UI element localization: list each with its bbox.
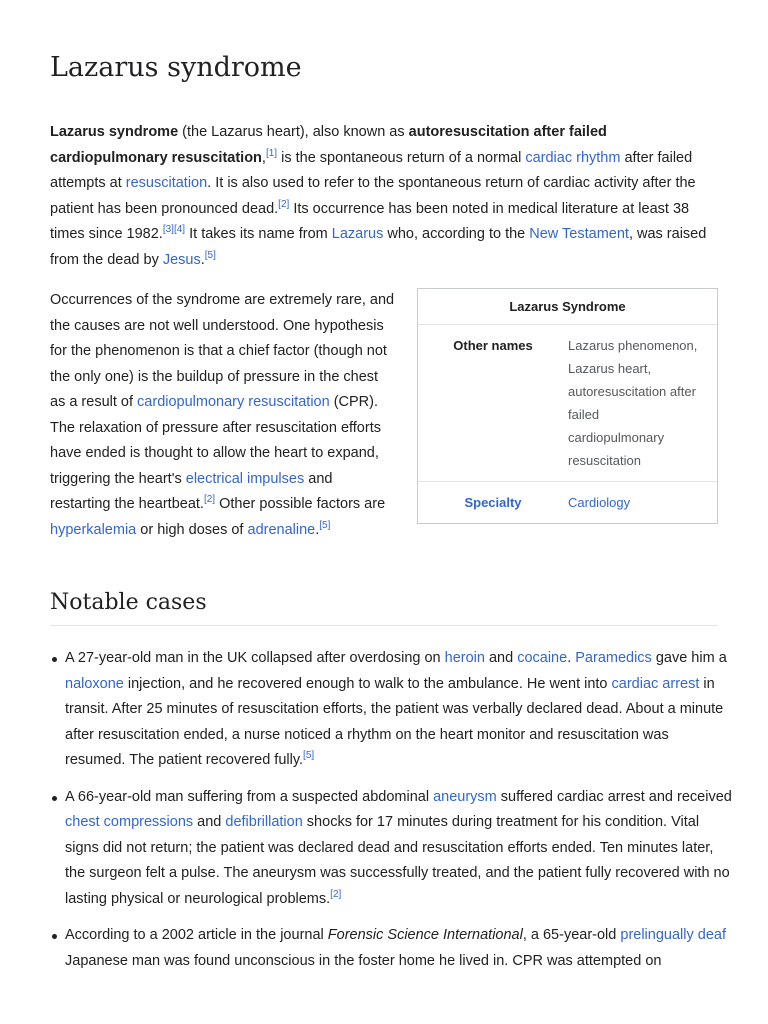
- citation-2[interactable]: [2]: [330, 888, 342, 900]
- link-adrenaline[interactable]: adrenaline: [247, 521, 316, 538]
- link-cardiac-arrest[interactable]: cardiac arrest: [611, 675, 700, 692]
- intro-paragraph: Lazarus syndrome (the Lazarus heart), also known as autoresuscitation after failed cardiopulmonary resuscitation,[1] is the spontaneous return of a normal cardiac rhythm after failed attempts at resuscitation. It is also used to refer to the spontaneous return of cardiac activity after the patient has been pronounced dead.[2] Its occurrence has been noted in medical literature at least 38 times since 1982.[3][4] It takes its name from Lazarus who, according to the New Testament, was raised from the dead by Jesus.[5]: [50, 124, 707, 268]
- link-cpr[interactable]: cardiopulmonary resuscitation: [137, 394, 330, 410]
- infobox-label-specialty[interactable]: Specialty: [464, 495, 522, 510]
- citation-5[interactable]: [5]: [303, 750, 315, 762]
- link-lazarus[interactable]: Lazarus: [331, 226, 384, 242]
- link-chest-compressions[interactable]: chest compressions: [65, 814, 194, 830]
- citation-2[interactable]: [2]: [203, 494, 216, 506]
- causes-paragraph: Occurrences of the syndrome are extremely rare, and the causes are not well understood. One hypothesis for the phenomenon is that a chief factor (though not the only one) is the buildup of pressure in the chest as a result of cardiopulmonary resuscitation (CPR). The relaxation of pressure after resuscitation efforts have ended is thought to allow the heart to expand, triggering the heart's electrical impulses and restarting the heartbeat.[2] Other possible factors are hyperkalemia or high doses of adrenaline.[5]: [50, 292, 395, 538]
- infobox-label-other-names: Other names: [453, 338, 533, 353]
- list-item: A 27-year-old man in the UK collapsed after overdosing on heroin and cocaine. Paramedics gave him a naloxone injection, and he recovered enough to walk to the ambulance. He went into cardiac arrest in transit. After 25 minutes of resuscitation efforts, the patient was verbally declared dead. About a minute after resuscitation ended, a nurse noticed a rhythm on the heart monitor and resuscitation was resumed. The patient recovered fully.[5]: [65, 646, 733, 774]
- link-cardiology[interactable]: Cardiology: [568, 495, 631, 510]
- link-jesus[interactable]: Jesus: [162, 251, 201, 268]
- list-item: A 66-year-old man suffering from a suspected abdominal aneurysm suffered cardiac arrest and received chest compressions and defibrillation shocks for 17 minutes during treatment for his condition. Vital signs did not return; the patient was declared dead and resuscitation efforts ended. Ten minutes later, the surgeon felt a pulse. The aneurysm was successfully treated, and the patient fully recovered with no lasting physical or neurological problems.[2]: [65, 785, 733, 913]
- link-paramedics[interactable]: Paramedics: [575, 650, 652, 666]
- citation-5[interactable]: [5]: [319, 519, 331, 531]
- list-item: According to a 2002 article in the journal Forensic Science International, a 65-year-old prelingually deaf Japanese man was found unconscious in the foster home he lived in. CPR was attempted on: [65, 923, 733, 974]
- link-electrical-impulses[interactable]: electrical impulses: [185, 470, 305, 487]
- citation-3[interactable]: [3]: [162, 224, 174, 236]
- notable-cases-list: [50, 646, 733, 985]
- infobox-row-specialty: [418, 481, 717, 523]
- link-aneurysm[interactable]: aneurysm: [433, 788, 497, 805]
- citation-1[interactable]: [1]: [265, 147, 278, 159]
- infobox-value-other-names: Lazarus phenomenon, Lazarus heart, autoresuscitation after failed cardiopulmonary resuscitation: [568, 338, 698, 468]
- link-naloxone[interactable]: naloxone: [65, 675, 124, 692]
- page-title: Lazarus syndrome: [50, 52, 302, 83]
- link-new-testament[interactable]: New Testament: [529, 226, 629, 242]
- link-prelingually-deaf[interactable]: prelingually deaf: [620, 927, 726, 943]
- infobox: [417, 288, 718, 524]
- link-resuscitation[interactable]: resuscitation: [125, 175, 208, 191]
- citation-5[interactable]: [5]: [204, 249, 216, 261]
- alias-bold: autoresuscitation after failed cardiopulmonary resuscitation: [50, 124, 607, 166]
- link-cocaine[interactable]: cocaine: [517, 650, 568, 666]
- journal-title: Forensic Science International: [327, 927, 523, 943]
- link-heroin[interactable]: heroin: [444, 650, 485, 666]
- section-heading-notable-cases: Notable cases: [50, 590, 718, 626]
- infobox-title: Lazarus Syndrome: [418, 289, 717, 325]
- link-defibrillation[interactable]: defibrillation: [225, 814, 303, 830]
- link-cardiac-rhythm[interactable]: cardiac rhythm: [525, 149, 621, 166]
- link-hyperkalemia[interactable]: hyperkalemia: [50, 521, 137, 538]
- citation-4[interactable]: [4]: [173, 224, 186, 236]
- citation-2[interactable]: [2]: [278, 198, 290, 210]
- infobox-row-other-names: [418, 325, 717, 481]
- term-bold: Lazarus syndrome: [50, 124, 179, 140]
